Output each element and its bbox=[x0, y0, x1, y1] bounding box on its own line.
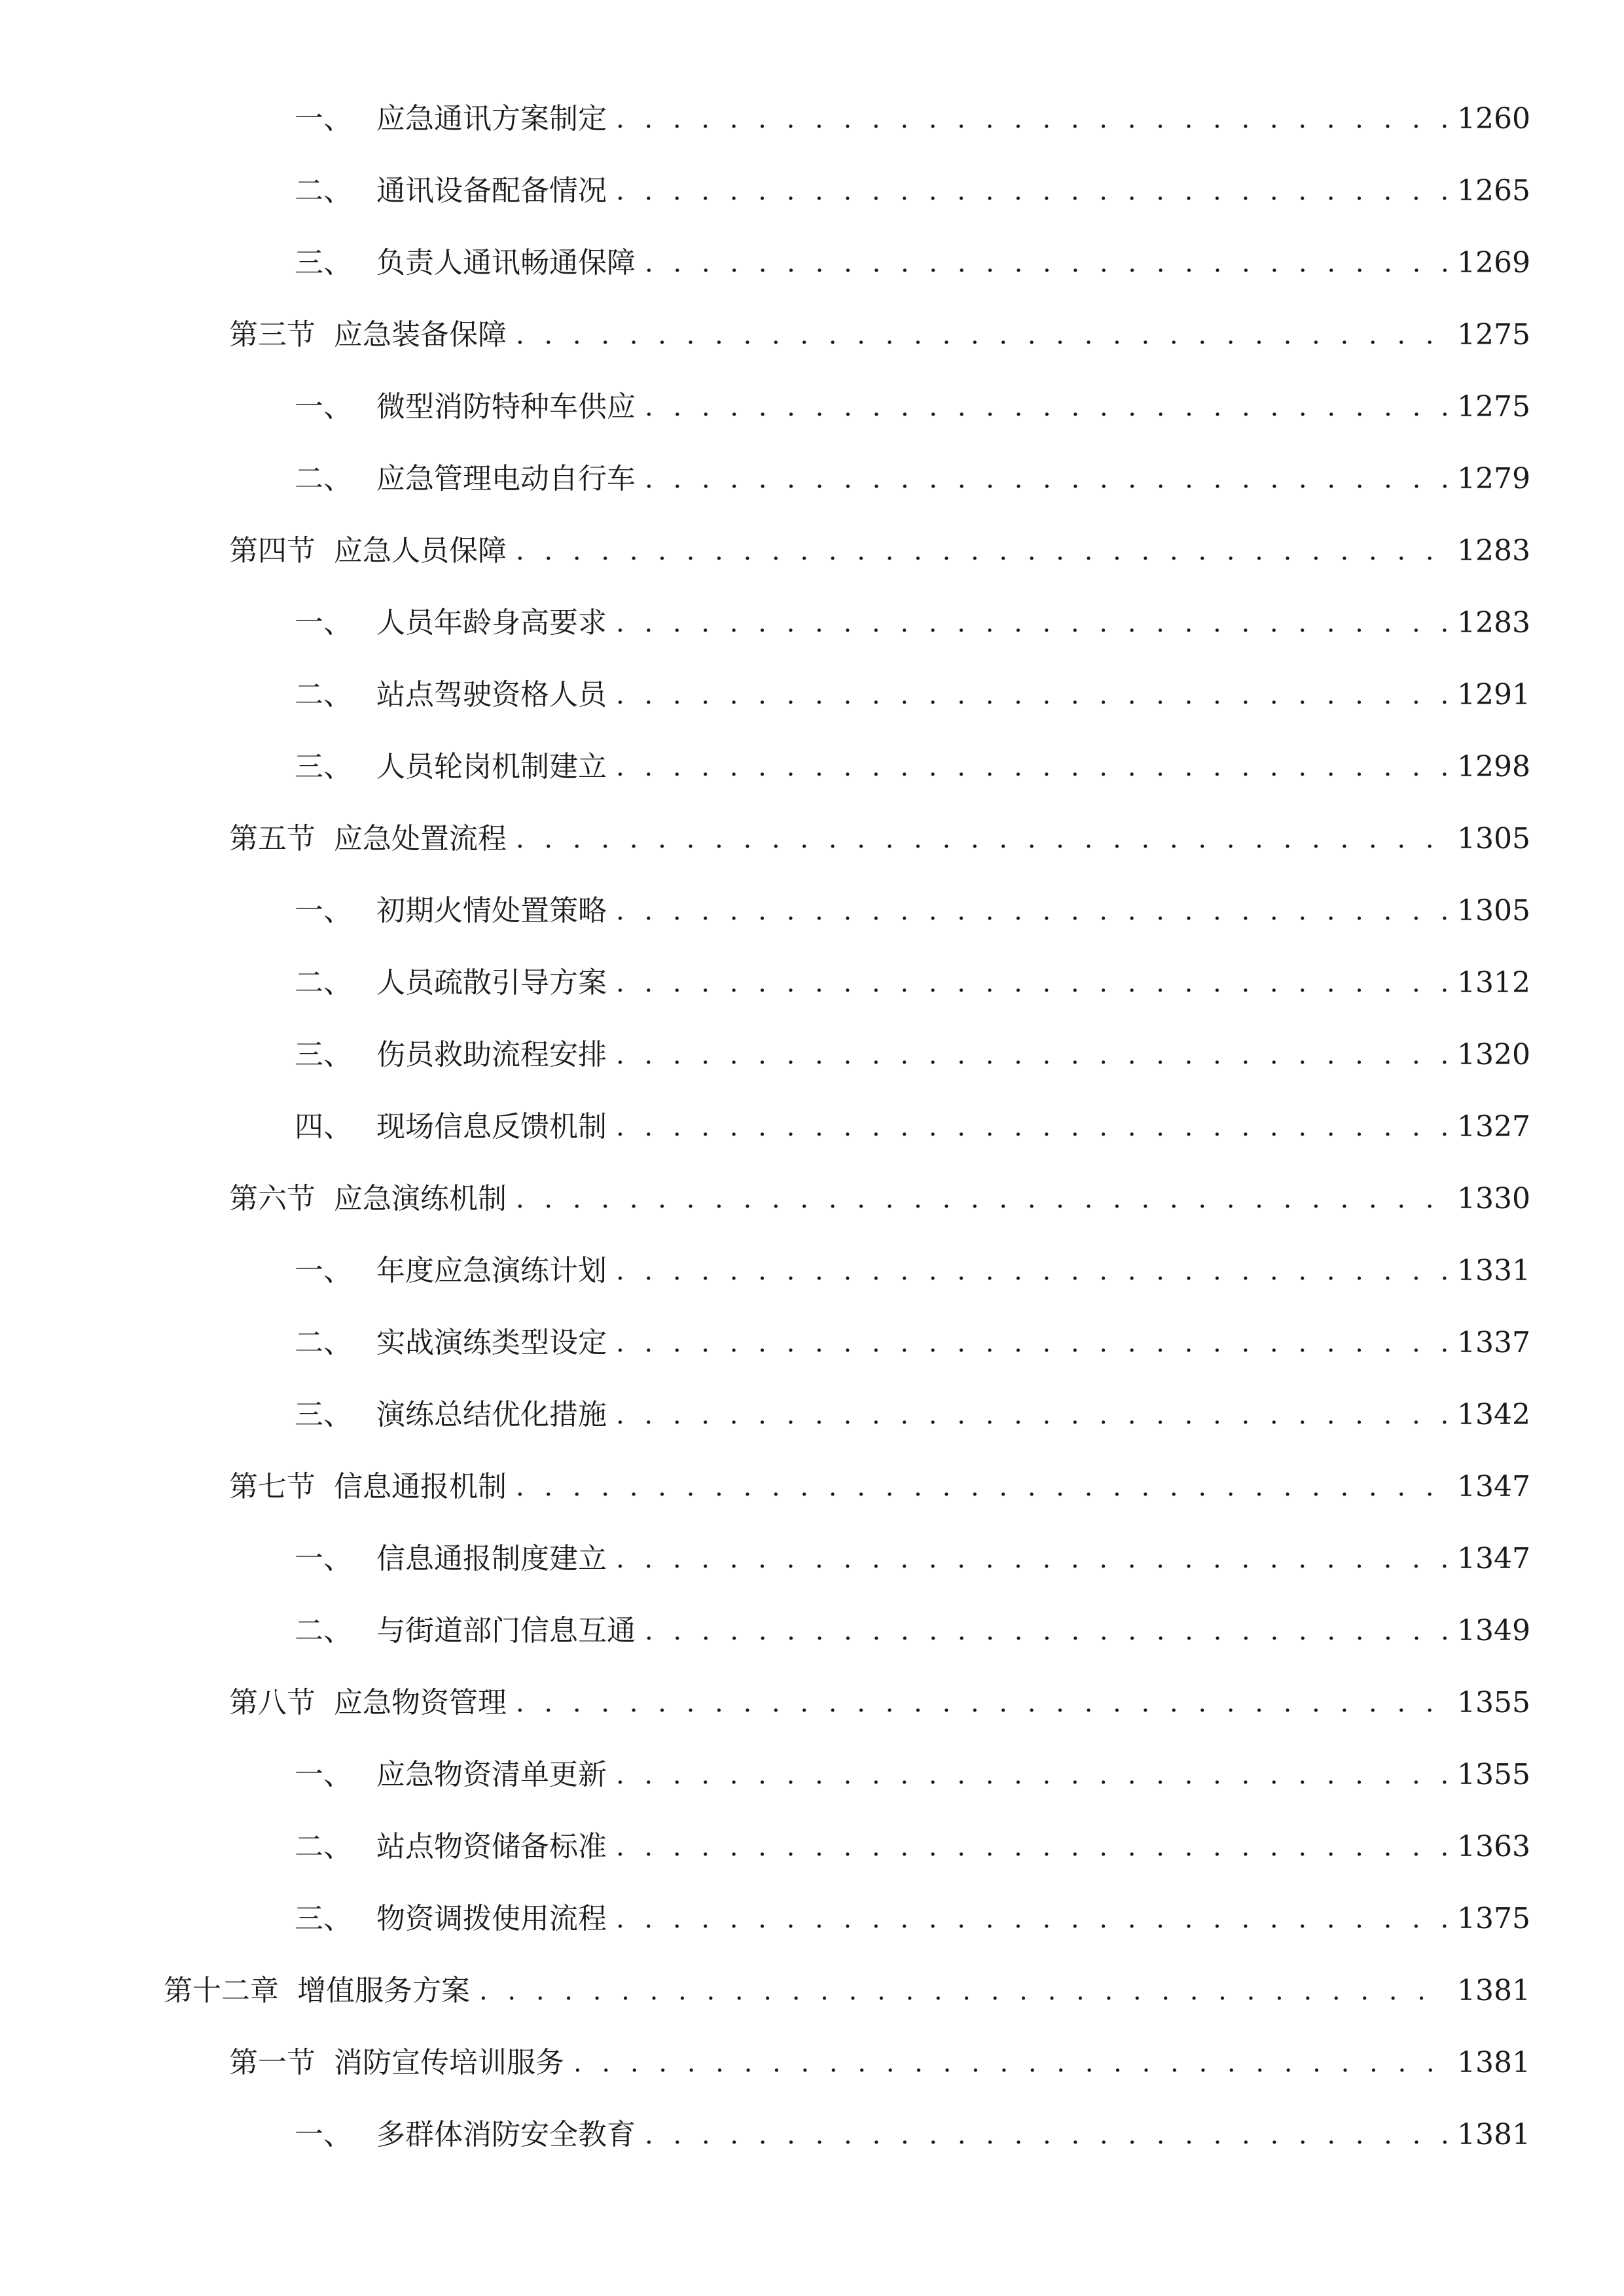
toc-entry-page: 1320 bbox=[1457, 1038, 1530, 1071]
toc-entry-page: 1375 bbox=[1457, 1902, 1530, 1935]
toc-entry-page: 1363 bbox=[1457, 1830, 1530, 1863]
toc-entry-title: 物资调拨使用流程 bbox=[376, 1902, 607, 1935]
toc-chapter-number: 第十二章 bbox=[164, 1974, 279, 2007]
toc-entry-title: 伤员救助流程安排 bbox=[376, 1038, 607, 1071]
toc-entry[interactable] bbox=[295, 1389, 1529, 1441]
dot-leader bbox=[616, 669, 1448, 721]
toc-entry-number: 一、 bbox=[295, 606, 352, 639]
toc-entry-title: 人员轮岗机制建立 bbox=[376, 750, 607, 783]
dot-leader bbox=[573, 2037, 1448, 2089]
toc-section-number: 第一节 bbox=[229, 2046, 316, 2079]
toc-entry-page: 1275 bbox=[1457, 318, 1530, 351]
toc-entry[interactable] bbox=[295, 1749, 1529, 1801]
toc-entry-page: 1347 bbox=[1457, 1470, 1530, 1503]
toc-entry-title: 现场信息反馈机制 bbox=[376, 1110, 607, 1143]
toc-entry-number: 三、 bbox=[295, 1398, 352, 1431]
toc-chapter-entry[interactable] bbox=[164, 1965, 1529, 2017]
toc-section-title: 消防宣传培训服务 bbox=[334, 2046, 564, 2079]
toc-section-number: 第八节 bbox=[229, 1686, 316, 1719]
toc-entry-title: 站点物资储备标准 bbox=[376, 1830, 607, 1863]
toc-section-entry[interactable] bbox=[229, 525, 1529, 577]
toc-section-title: 应急演练机制 bbox=[334, 1182, 507, 1215]
toc-section-title: 应急处置流程 bbox=[334, 822, 507, 855]
toc-entry-number: 三、 bbox=[295, 1038, 352, 1071]
toc-entry-title: 应急通讯方案制定 bbox=[376, 102, 607, 135]
toc-entry[interactable] bbox=[295, 1317, 1529, 1369]
dot-leader bbox=[616, 741, 1448, 793]
toc-section-number: 第七节 bbox=[229, 1470, 316, 1503]
dot-leader bbox=[479, 1965, 1448, 2017]
toc-section-number: 第四节 bbox=[229, 534, 316, 567]
toc-section-title: 应急人员保障 bbox=[334, 534, 507, 567]
toc-entry-number: 二、 bbox=[295, 174, 352, 207]
toc-entry-title: 微型消防特种车供应 bbox=[376, 390, 636, 423]
toc-section-entry[interactable] bbox=[229, 1173, 1529, 1225]
toc-entry-number: 二、 bbox=[295, 678, 352, 711]
toc-entry-page: 1283 bbox=[1457, 606, 1530, 639]
dot-leader bbox=[616, 597, 1448, 649]
toc-entry-page: 1381 bbox=[1457, 1974, 1530, 2007]
dot-leader bbox=[616, 93, 1448, 145]
dot-leader bbox=[616, 1749, 1448, 1801]
toc-entry-number: 三、 bbox=[295, 1902, 352, 1935]
toc-entry-page: 1347 bbox=[1457, 1542, 1530, 1575]
toc-entry[interactable] bbox=[295, 1101, 1529, 1153]
dot-leader bbox=[645, 1605, 1448, 1657]
toc-entry-page: 1349 bbox=[1457, 1614, 1530, 1647]
toc-entry-page: 1260 bbox=[1457, 102, 1530, 135]
toc-entry[interactable] bbox=[295, 1245, 1529, 1297]
toc-chapter-title: 增值服务方案 bbox=[297, 1974, 470, 2007]
dot-leader bbox=[616, 885, 1448, 937]
dot-leader bbox=[516, 1173, 1448, 1225]
toc-section-entry[interactable] bbox=[229, 1461, 1529, 1513]
toc-entry[interactable] bbox=[295, 957, 1529, 1009]
toc-section-number: 第六节 bbox=[229, 1182, 316, 1215]
toc-entry-title: 通讯设备配备情况 bbox=[376, 174, 607, 207]
toc-entry[interactable] bbox=[295, 1605, 1529, 1657]
dot-leader bbox=[516, 525, 1448, 577]
toc-entry-title: 实战演练类型设定 bbox=[376, 1326, 607, 1359]
dot-leader bbox=[516, 1461, 1448, 1513]
toc-entry-number: 一、 bbox=[295, 102, 352, 135]
toc-entry-number: 二、 bbox=[295, 1830, 352, 1863]
toc-entry[interactable] bbox=[295, 885, 1529, 937]
dot-leader bbox=[516, 1677, 1448, 1729]
toc-entry-page: 1265 bbox=[1457, 174, 1530, 207]
toc-entry-number: 一、 bbox=[295, 2118, 352, 2151]
toc-entry[interactable] bbox=[295, 1893, 1529, 1945]
toc-entry[interactable] bbox=[295, 237, 1529, 289]
toc-entry-page: 1283 bbox=[1457, 534, 1530, 567]
toc-entry-number: 三、 bbox=[295, 750, 352, 783]
toc-section-entry[interactable] bbox=[229, 1677, 1529, 1729]
toc-section-entry[interactable] bbox=[229, 813, 1529, 865]
toc-entry-number: 二、 bbox=[295, 1326, 352, 1359]
toc-entry-page: 1331 bbox=[1457, 1254, 1530, 1287]
toc-entry-page: 1305 bbox=[1457, 894, 1530, 927]
toc-entry-page: 1381 bbox=[1457, 2118, 1530, 2151]
dot-leader bbox=[616, 165, 1448, 217]
toc-entry[interactable] bbox=[295, 381, 1529, 433]
toc-entry-title: 应急物资清单更新 bbox=[376, 1758, 607, 1791]
toc-entry-number: 一、 bbox=[295, 1254, 352, 1287]
dot-leader bbox=[616, 957, 1448, 1009]
dot-leader bbox=[645, 237, 1448, 289]
toc-entry-page: 1342 bbox=[1457, 1398, 1530, 1431]
toc-entry-title: 初期火情处置策略 bbox=[376, 894, 607, 927]
dot-leader bbox=[616, 1317, 1448, 1369]
toc-entry-page: 1312 bbox=[1457, 966, 1530, 999]
toc-entry-title: 信息通报制度建立 bbox=[376, 1542, 607, 1575]
dot-leader bbox=[645, 2109, 1448, 2161]
dot-leader bbox=[616, 1245, 1448, 1297]
toc-entry-page: 1305 bbox=[1457, 822, 1530, 855]
toc-section-title: 信息通报机制 bbox=[334, 1470, 507, 1503]
toc-entry-page: 1298 bbox=[1457, 750, 1530, 783]
toc-entry-number: 二、 bbox=[295, 1614, 352, 1647]
toc-section-entry[interactable] bbox=[229, 309, 1529, 361]
toc-entry-title: 应急管理电动自行车 bbox=[376, 462, 636, 495]
toc-entry-page: 1330 bbox=[1457, 1182, 1530, 1215]
toc-entry[interactable] bbox=[295, 453, 1529, 505]
dot-leader bbox=[616, 1029, 1448, 1081]
dot-leader bbox=[616, 1821, 1448, 1873]
toc-entry[interactable] bbox=[295, 741, 1529, 793]
toc-entry-title: 多群体消防安全教育 bbox=[376, 2118, 636, 2151]
toc-entry[interactable] bbox=[295, 597, 1529, 649]
toc-entry-number: 一、 bbox=[295, 894, 352, 927]
dot-leader bbox=[516, 813, 1448, 865]
dot-leader bbox=[516, 309, 1448, 361]
toc-entry-page: 1381 bbox=[1457, 2046, 1530, 2079]
toc-entry[interactable] bbox=[295, 2109, 1529, 2161]
toc-entry-number: 四、 bbox=[295, 1110, 352, 1143]
toc-entry-page: 1269 bbox=[1457, 246, 1530, 279]
toc-entry-number: 一、 bbox=[295, 390, 352, 423]
toc-section-entry[interactable] bbox=[229, 2037, 1529, 2089]
toc-entry-page: 1355 bbox=[1457, 1686, 1530, 1719]
toc-section-number: 第三节 bbox=[229, 318, 316, 351]
toc-entry-page: 1355 bbox=[1457, 1758, 1530, 1791]
toc-section-title: 应急物资管理 bbox=[334, 1686, 507, 1719]
toc-entry-page: 1327 bbox=[1457, 1110, 1530, 1143]
toc-section-title: 应急装备保障 bbox=[334, 318, 507, 351]
toc-section-number: 第五节 bbox=[229, 822, 316, 855]
dot-leader bbox=[616, 1533, 1448, 1585]
toc-entry-title: 人员疏散引导方案 bbox=[376, 966, 607, 999]
dot-leader bbox=[645, 453, 1448, 505]
dot-leader bbox=[645, 381, 1448, 433]
toc-entry-title: 演练总结优化措施 bbox=[376, 1398, 607, 1431]
toc-entry-title: 人员年龄身高要求 bbox=[376, 606, 607, 639]
toc-entry[interactable] bbox=[295, 93, 1529, 145]
toc-entry[interactable] bbox=[295, 165, 1529, 217]
toc-entry-title: 年度应急演练计划 bbox=[376, 1254, 607, 1287]
toc-entry-title: 站点驾驶资格人员 bbox=[376, 678, 607, 711]
toc-entry-page: 1279 bbox=[1457, 462, 1530, 495]
dot-leader bbox=[616, 1893, 1448, 1945]
toc-entry-page: 1291 bbox=[1457, 678, 1530, 711]
toc-entry[interactable] bbox=[295, 1821, 1529, 1873]
toc-entry[interactable] bbox=[295, 1029, 1529, 1081]
toc-entry[interactable] bbox=[295, 669, 1529, 721]
toc-entry-title: 负责人通讯畅通保障 bbox=[376, 246, 636, 279]
dot-leader bbox=[616, 1101, 1448, 1153]
toc-entry-number: 二、 bbox=[295, 966, 352, 999]
toc-entry-title: 与街道部门信息互通 bbox=[376, 1614, 636, 1647]
dot-leader bbox=[616, 1389, 1448, 1441]
toc-entry-page: 1275 bbox=[1457, 390, 1530, 423]
toc-entry[interactable] bbox=[295, 1533, 1529, 1585]
toc-entry-number: 三、 bbox=[295, 246, 352, 279]
toc-entry-number: 一、 bbox=[295, 1542, 352, 1575]
toc-entry-number: 二、 bbox=[295, 462, 352, 495]
toc-entry-number: 一、 bbox=[295, 1758, 352, 1791]
toc-entry-page: 1337 bbox=[1457, 1326, 1530, 1359]
